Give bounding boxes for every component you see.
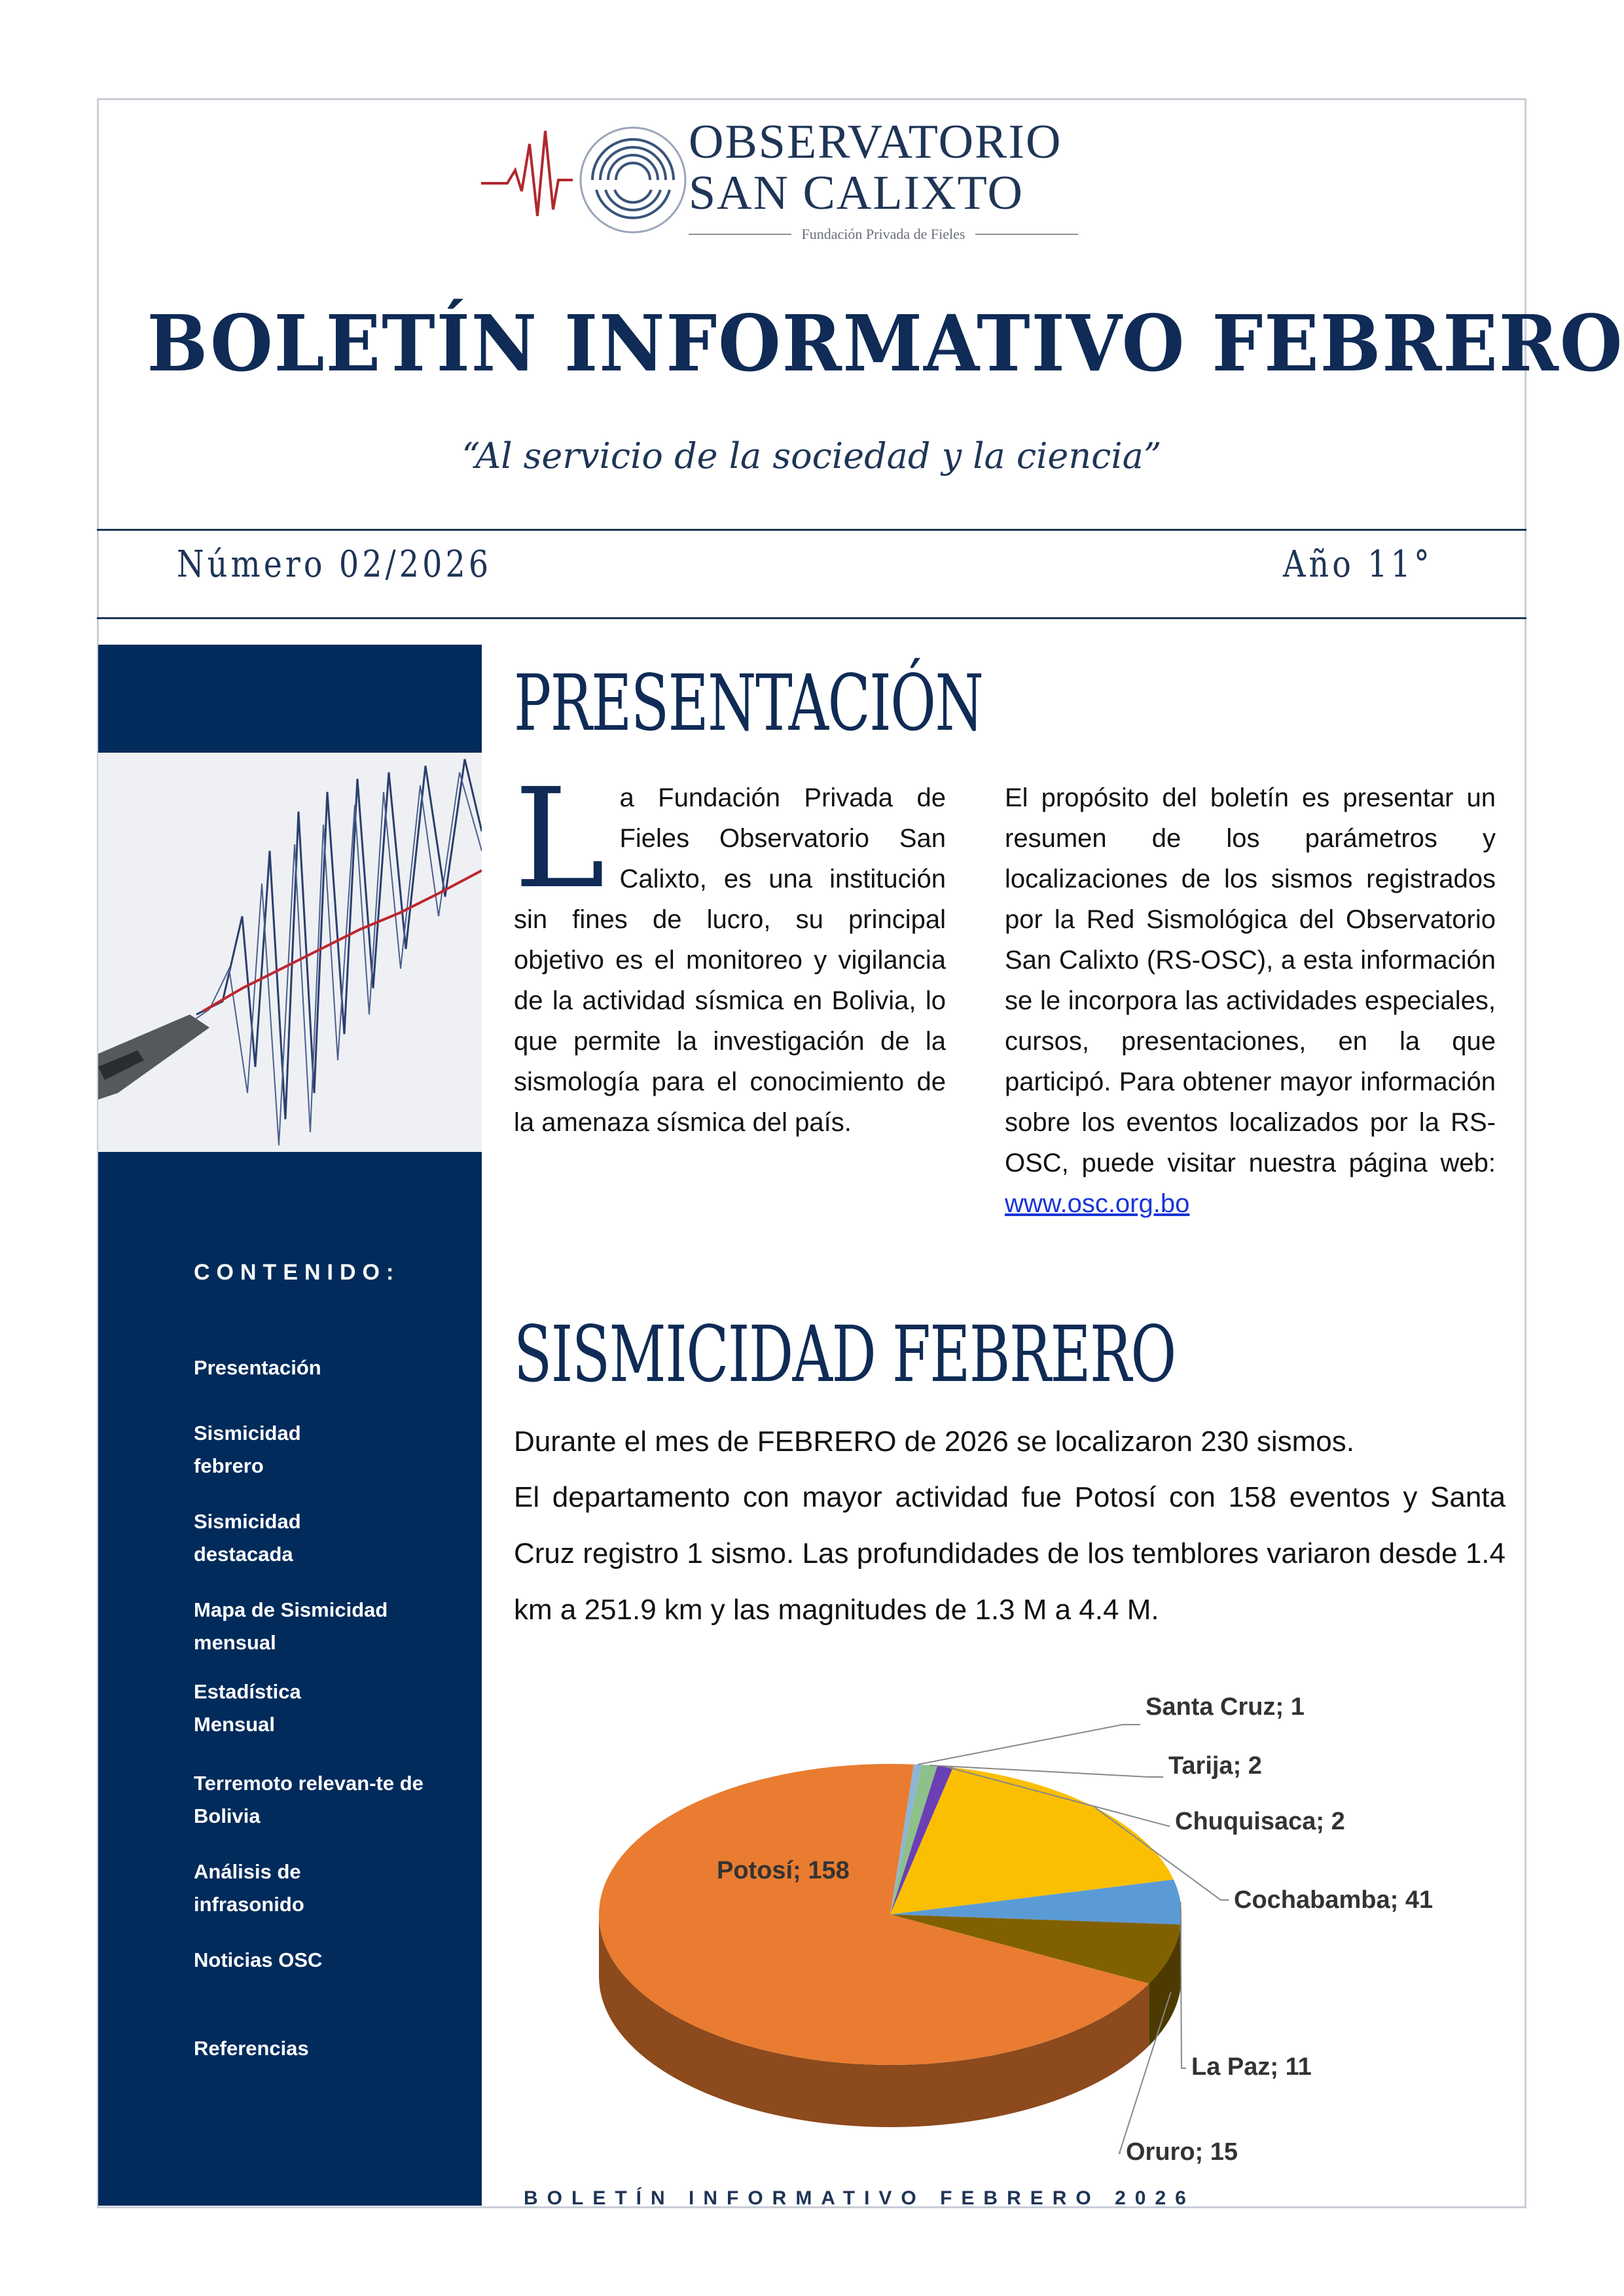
toc-item-sismicidad-destacada[interactable]: Sismicidad destacada bbox=[194, 1510, 301, 1566]
seismograph-logo-icon bbox=[481, 118, 697, 236]
toc-item-presentacion[interactable]: Presentación bbox=[194, 1356, 321, 1379]
presentacion-text2: El propósito del boletín es presentar un resumen de los parámetros y localizaciones de los sismos registrados por la Red Sismológica del Observatorio San Calixto (RS-OSC), a esta información se le incorpora las actividades especiales, cursos, presentaciones, en la que participó. Para obtener mayor información sobre los eventos localizados por la RS-OSC, puede visitar nuestra página web: bbox=[1005, 783, 1496, 1177]
toc-item-infrasonido[interactable]: Análisis de infrasonido bbox=[194, 1860, 304, 1916]
sismicidad-summary: Durante el mes de FEBRERO de 2026 se localizaron 230 sismos. bbox=[514, 1426, 1354, 1458]
bulletin-title: BOLETÍN INFORMATIVO FEBRERO bbox=[147, 298, 1624, 389]
toc-item-estadistica[interactable]: Estadística Mensual bbox=[194, 1680, 301, 1736]
presentacion-text1: a Fundación Privada de Fieles Observatorio San Calixto, es una institución sin fines de lucro, su principal objetivo es el monitoreo y vigilancia de la actividad sísmica en Bolivia, lo que permite la investigación de la sismología para el conocimiento de la amenaza sísmica del país. bbox=[514, 783, 946, 1137]
dropcap: L bbox=[514, 759, 605, 919]
sismicidad-paragraph: El departamento con mayor actividad fue Potosí con 158 eventos y Santa Cruz registro 1 sismo. Las profundidades de los temblores variaron desde 1.4 km a 251.9 km y las magnitudes de 1.3 M a 4.4 M. bbox=[514, 1481, 1506, 1626]
presentacion-col1 bbox=[514, 759, 946, 1143]
toc-item-terremoto[interactable]: Terremoto relevan-te de Bolivia bbox=[194, 1772, 424, 1827]
presentacion-col2 bbox=[1005, 778, 1496, 1224]
issue-year: Año 11° bbox=[1283, 543, 1433, 586]
divider bbox=[97, 617, 1526, 619]
toc-item-referencias[interactable]: Referencias bbox=[194, 2037, 309, 2060]
motto: “Al servicio de la sociedad y la ciencia” bbox=[461, 435, 1162, 476]
pie-label-la-paz: La Paz; 11 bbox=[1191, 2053, 1312, 2081]
issue-number: Número 02/2026 bbox=[177, 543, 492, 586]
sismicidad-heading: SISMICIDAD FEBRERO bbox=[514, 1309, 1176, 1399]
logo-name bbox=[689, 117, 1062, 219]
logo-name-line2: SAN CALIXTO bbox=[689, 166, 1024, 220]
pie-leader-line bbox=[918, 1725, 1140, 1765]
divider bbox=[689, 234, 791, 235]
divider bbox=[975, 234, 1078, 235]
logo-tagline-row bbox=[689, 226, 1078, 243]
toc-item-sismicidad-febrero[interactable]: Sismicidad febrero bbox=[194, 1422, 301, 1477]
divider bbox=[97, 529, 1526, 531]
pie-label-chuquisaca: Chuquisaca; 2 bbox=[1175, 1808, 1345, 1835]
website-link[interactable]: www.osc.org.bo bbox=[1005, 1189, 1190, 1218]
toc-item-noticias[interactable]: Noticias OSC bbox=[194, 1948, 323, 1971]
seismograph-photo bbox=[98, 753, 482, 1152]
pie-label-oruro: Oruro; 15 bbox=[1126, 2138, 1238, 2166]
toc-item-mapa-sismicidad[interactable]: Mapa de Sismicidad mensual bbox=[194, 1598, 388, 1654]
presentacion-heading: PRESENTACIÓN bbox=[514, 658, 983, 748]
logo-name-line1: OBSERVATORIO bbox=[689, 115, 1062, 169]
pie-label-potosí: Potosí; 158 bbox=[717, 1857, 850, 1884]
contents-heading: CONTENIDO: bbox=[194, 1260, 401, 1285]
pie-label-tarija: Tarija; 2 bbox=[1168, 1752, 1262, 1780]
pie-label-cochabamba: Cochabamba; 41 bbox=[1234, 1886, 1434, 1914]
logo-tagline: Fundación Privada de Fieles bbox=[801, 226, 965, 242]
seismicity-pie-chart bbox=[576, 1676, 1492, 2186]
pie-label-santa-cruz: Santa Cruz; 1 bbox=[1146, 1693, 1305, 1721]
footer-text: BOLETÍN INFORMATIVO FEBRERO 2026 bbox=[524, 2187, 1195, 2209]
